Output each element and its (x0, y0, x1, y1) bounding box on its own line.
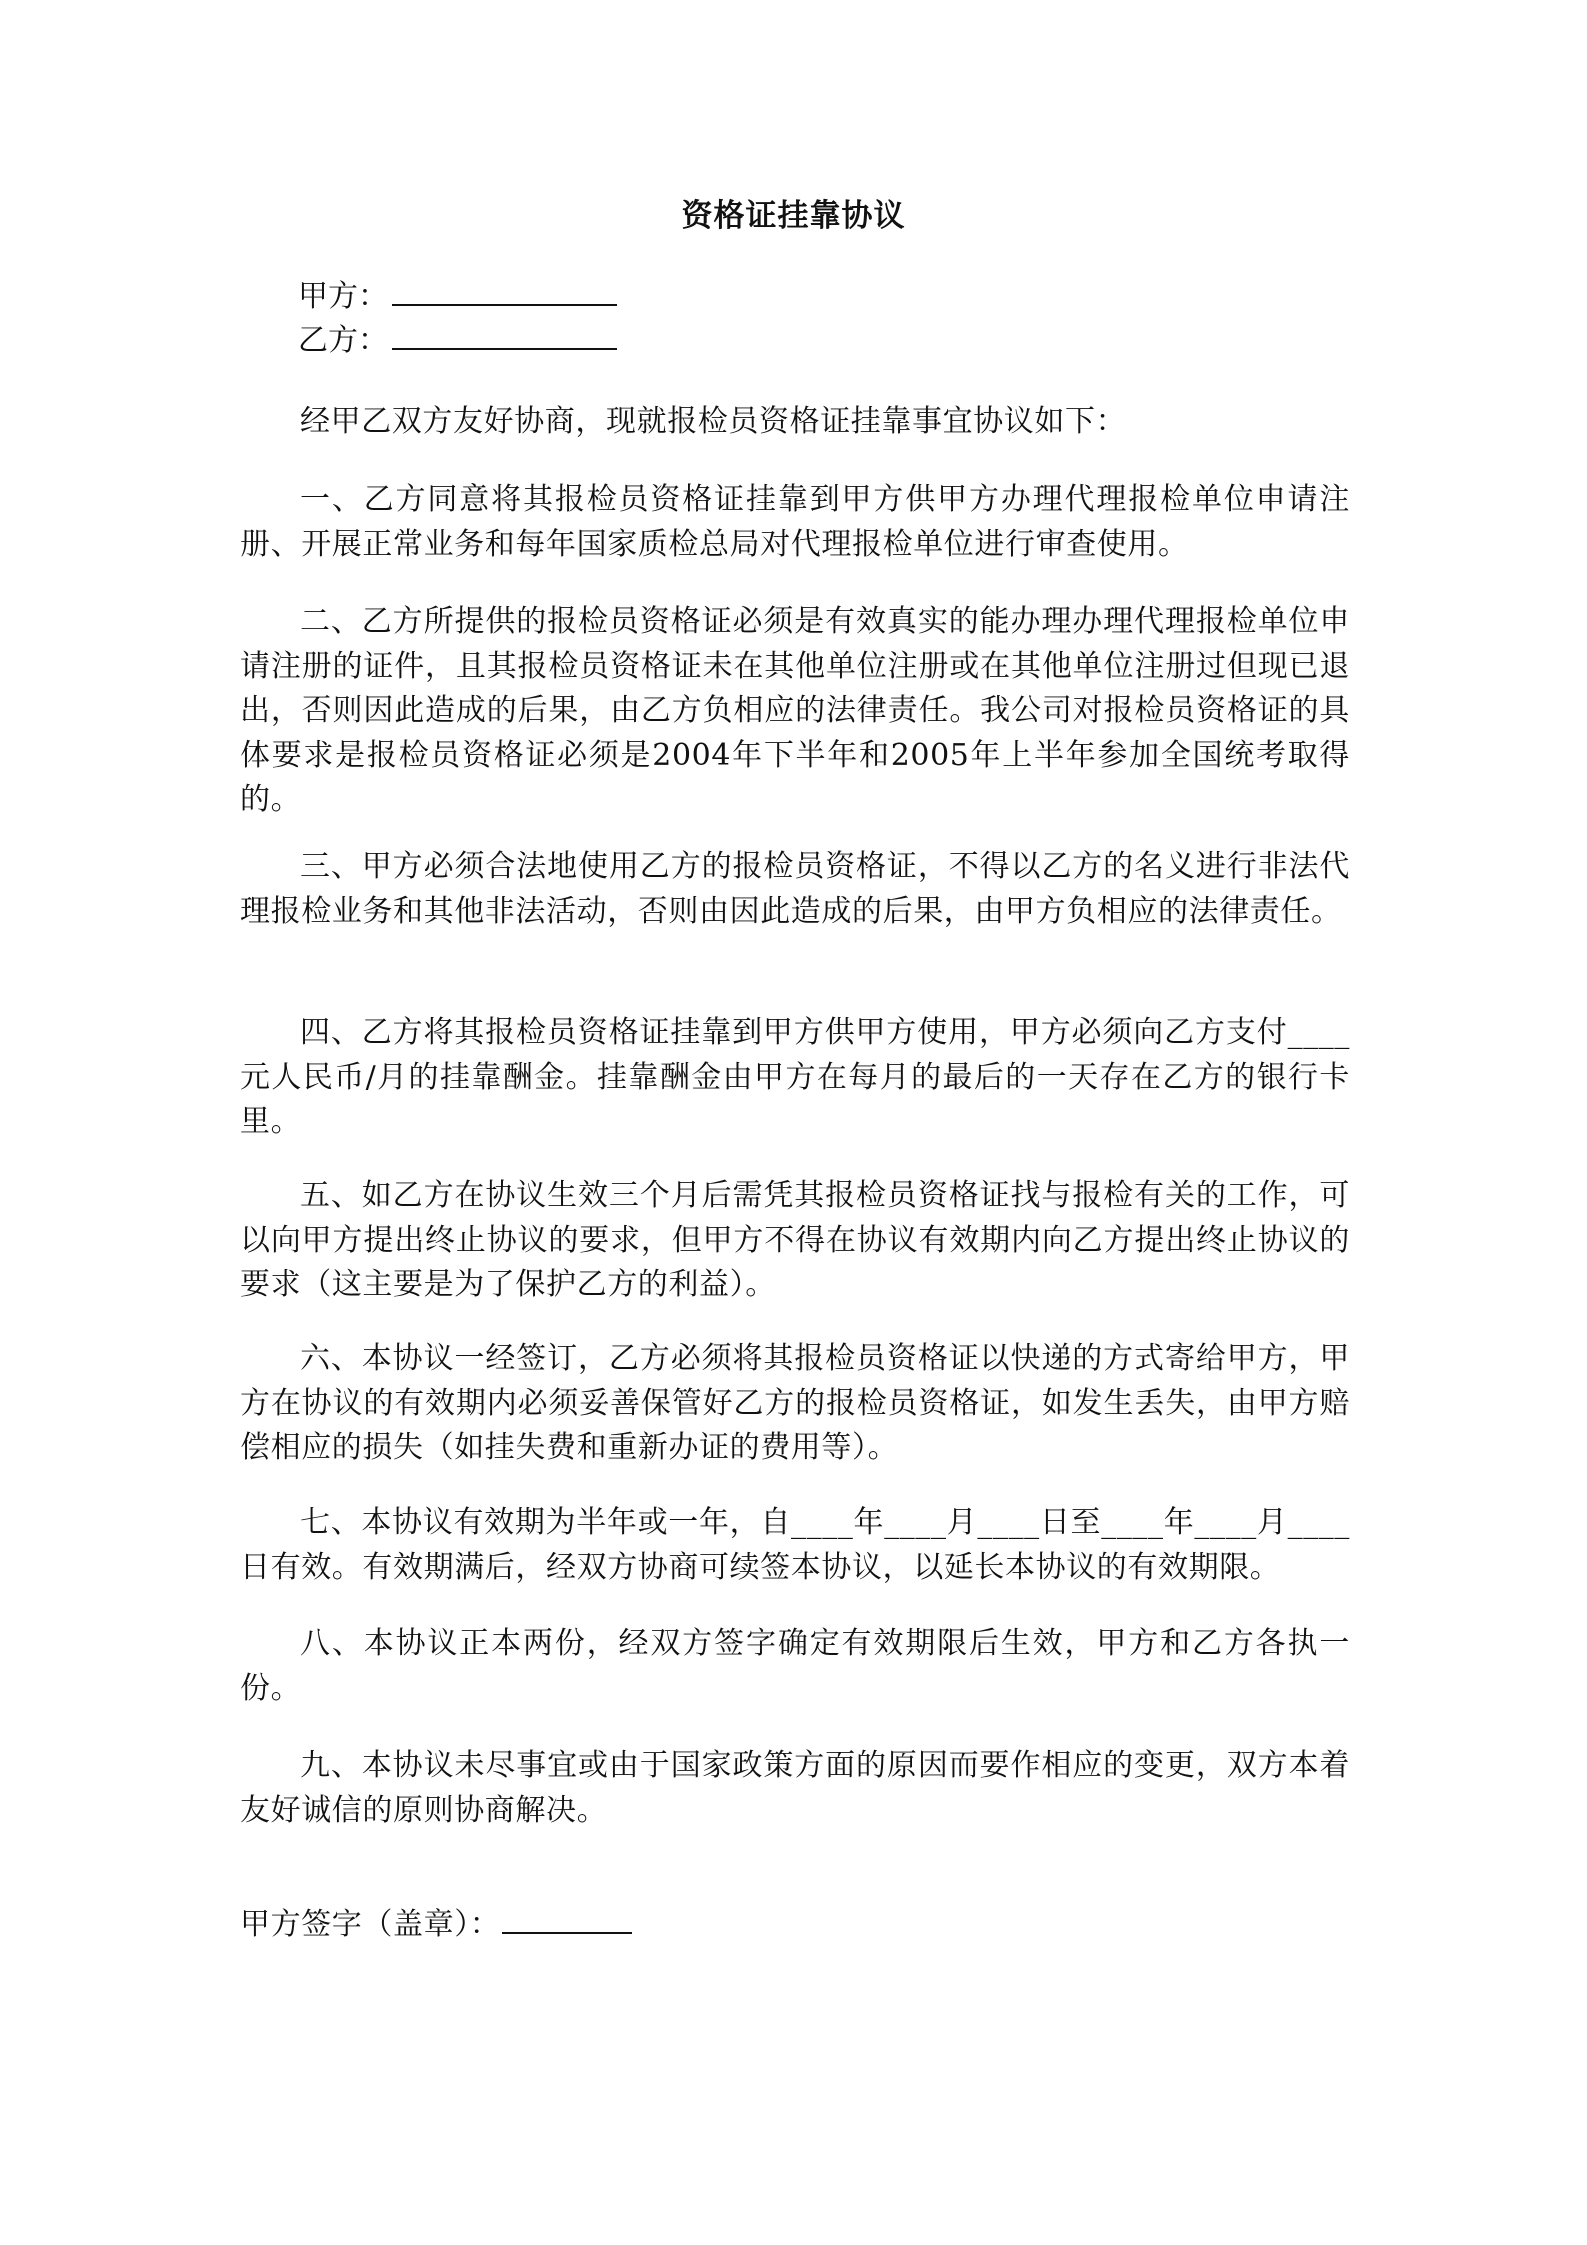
clause-text: 六、本协议一经签订，乙方必须将其报检员资格证以快递的方式寄给甲方，甲方在协议的有效期内必须妥善保管好乙方的报检员资格证，如发生丢失，由甲方赔偿相应的损失（如挂失费和重新办证的费用等）。 (240, 1341, 1350, 1465)
clause-9 (240, 1744, 1350, 1833)
signature-label: 甲方签字（盖章）： (240, 1907, 501, 1942)
clause-1 (240, 478, 1350, 567)
clause-text: 八、本协议正本两份，经双方签字确定有效期限后生效，甲方和乙方各执一份。 (240, 1626, 1350, 1706)
party-a-line (298, 276, 617, 317)
party-b-label: 乙方： (298, 323, 388, 358)
clause-4 (240, 1011, 1350, 1145)
clause-text: 三、甲方必须合法地使用乙方的报检员资格证，不得以乙方的名义进行非法代理报检业务和其他非法活动，否则由因此造成的后果，由甲方负相应的法律责任。 (240, 849, 1350, 929)
clause-2 (240, 600, 1350, 823)
party-a-label: 甲方： (298, 279, 388, 314)
clause-text: 一、乙方同意将其报检员资格证挂靠到甲方供甲方办理代理报检单位申请注册、开展正常业务和每年国家质检总局对代理报检单位进行审查使用。 (240, 482, 1350, 562)
intro-text: 经甲乙双方友好协商，现就报检员资格证挂靠事宜协议如下： (300, 404, 1127, 439)
clause-text: 五、如乙方在协议生效三个月后需凭其报检员资格证找与报检有关的工作，可以向甲方提出终止协议的要求，但甲方不得在协议有效期内向乙方提出终止协议的要求（这主要是为了保护乙方的利益）。 (240, 1178, 1350, 1302)
clause-text: 二、乙方所提供的报检员资格证必须是有效真实的能办理办理代理报检单位申请注册的证件，且其报检员资格证未在其他单位注册或在其他单位注册过但现已退出，否则因此造成的后果，由乙方负相应的法律责任。我公司对报检员资格证的具体要求是报检员资格证必须是2004年下半年和2005年上半年参加全国统考取得的。 (240, 604, 1350, 817)
clause-text: 七、本协议有效期为半年或一年，自____年____月____日至____年____月____日有效。有效期满后，经双方协商可续签本协议，以延长本协议的有效期限。 (240, 1505, 1350, 1585)
clause-6 (240, 1337, 1350, 1471)
party-b-line (298, 320, 617, 361)
clause-text: 四、乙方将其报检员资格证挂靠到甲方供甲方使用，甲方必须向乙方支付____元人民币/月的挂靠酬金。挂靠酬金由甲方在每月的最后的一天存在乙方的银行卡里。 (240, 1015, 1350, 1139)
clause-3 (240, 845, 1350, 934)
signature-line (240, 1902, 632, 1947)
clause-text: 九、本协议未尽事宜或由于国家政策方面的原因而要作相应的变更，双方本着友好诚信的原则协商解决。 (240, 1748, 1350, 1828)
document-title: 资格证挂靠协议 (681, 198, 906, 234)
signature-blank (502, 1902, 632, 1934)
clause-8 (240, 1622, 1350, 1711)
intro-paragraph (240, 400, 1350, 445)
party-b-blank (392, 320, 617, 350)
clause-7 (240, 1501, 1350, 1590)
clause-5 (240, 1174, 1350, 1308)
party-a-blank (392, 276, 617, 306)
